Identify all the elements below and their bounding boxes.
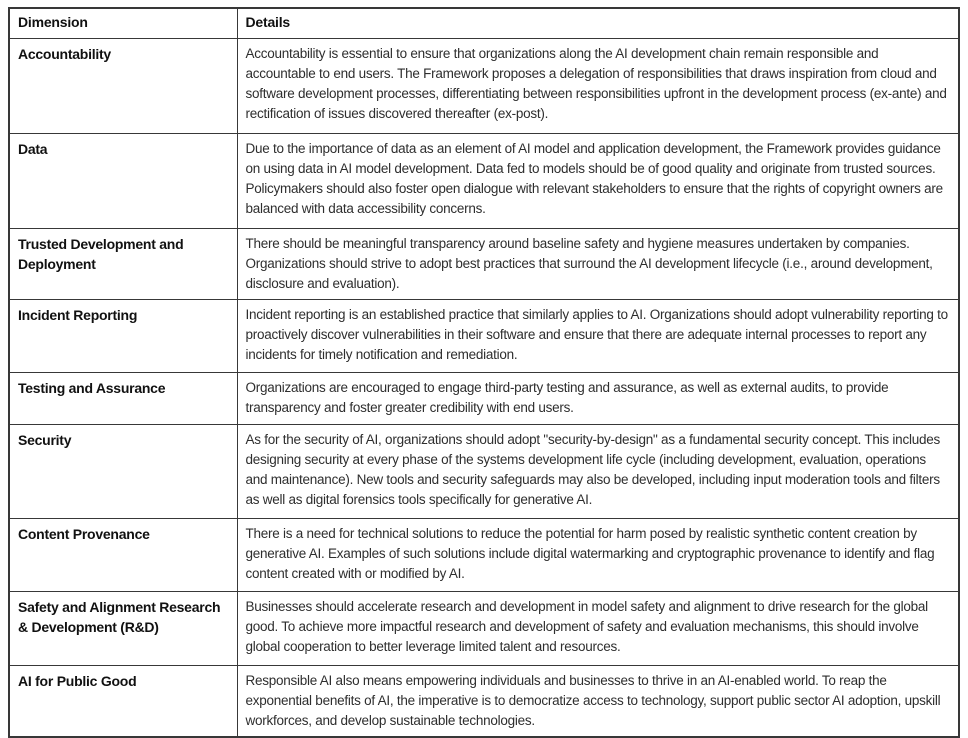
details-text: There is a need for technical solutions to reduce the potential for harm posed by realistic synthetic content creation by generative AI. Examples of such solutions include digital watermarking and cryptographic provenance to identify and flag content created with or modified by AI. xyxy=(245,525,935,581)
table-row xyxy=(9,591,959,665)
table-row xyxy=(9,518,959,591)
dimension-label: Data xyxy=(18,140,48,157)
details-text: As for the security of AI, organizations should adopt "security-by-design" as a fundamental security concept. This includes designing security at every phase of the systems development life cycle (including development, evaluation, operations and maintenance). New tools and security safeguards may also be developed, including input moderation tools and filters as well as digital forensics tools specifically for generative AI. xyxy=(245,431,940,507)
dimension-cell xyxy=(9,228,237,299)
dimension-cell xyxy=(9,518,237,591)
dimension-label: AI for Public Good xyxy=(18,672,137,689)
dimension-cell xyxy=(9,299,237,372)
dimension-label: Incident Reporting xyxy=(18,306,138,323)
details-text: Businesses should accelerate research and development in model safety and alignment to drive research for the global good. To achieve more impactful research and development of safety and evaluation mechanisms, this should involve global cooperation to better leverage limited talent and resources. xyxy=(245,598,928,654)
details-cell xyxy=(237,228,959,299)
dimensions-table xyxy=(8,7,960,738)
dimension-label: Content Provenance xyxy=(18,525,150,542)
dimension-label: Safety and Alignment Research & Development (R&D) xyxy=(18,598,221,635)
details-cell xyxy=(237,133,959,228)
table-row xyxy=(9,133,959,228)
header-row xyxy=(9,8,959,38)
details-text: There should be meaningful transparency around baseline safety and hygiene measures undertaken by companies. Organizations should strive to adopt best practices that surround the AI development lifecycle (i.e., around development, disclosure and evaluation). xyxy=(245,235,933,291)
details-cell xyxy=(237,38,959,133)
dimension-cell xyxy=(9,372,237,424)
dimension-label: Accountability xyxy=(18,45,111,62)
table-row xyxy=(9,665,959,737)
details-text: Responsible AI also means empowering individuals and businesses to thrive in an AI-enabled world. To reap the exponential benefits of AI, the imperative is to democratize access to technology, support public sector AI adoption, upskill workforces, and develop sustainable technologies. xyxy=(245,672,941,728)
table-row xyxy=(9,228,959,299)
dimension-cell xyxy=(9,591,237,665)
details-text: Organizations are encouraged to engage third-party testing and assurance, as well as external audits, to provide transparency and foster greater credibility with end users. xyxy=(245,379,889,415)
details-cell xyxy=(237,424,959,518)
dimension-cell xyxy=(9,424,237,518)
column-header-dimension: Dimension xyxy=(9,8,237,38)
table-row xyxy=(9,372,959,424)
details-cell xyxy=(237,372,959,424)
details-cell xyxy=(237,518,959,591)
dimension-cell xyxy=(9,38,237,133)
dimension-cell xyxy=(9,665,237,737)
details-cell xyxy=(237,591,959,665)
table-row xyxy=(9,38,959,133)
dimension-label: Trusted Development and Deployment xyxy=(18,235,184,272)
dimension-label: Testing and Assurance xyxy=(18,379,166,396)
details-text: Due to the importance of data as an element of AI model and application development, the Framework provides guidance on using data in AI model development. Data fed to models should be of good quality and originate from trusted sources. Policymakers should also foster open dialogue with relevant stakeholders to ensure that the rights of copyright owners are balanced with data accessibility concerns. xyxy=(245,140,943,216)
table-body xyxy=(9,38,959,737)
dimension-label: Security xyxy=(18,431,72,448)
details-text: Incident reporting is an established practice that similarly applies to AI. Organizations should adopt vulnerability reporting to proactively discover vulnerabilities in their software and ensure that there are adequate internal processes to report any incidents for timely notification and remediation. xyxy=(245,306,948,362)
column-header-details: Details xyxy=(237,8,959,38)
table-header xyxy=(9,8,959,38)
details-cell xyxy=(237,665,959,737)
details-cell xyxy=(237,299,959,372)
table-row xyxy=(9,424,959,518)
details-text: Accountability is essential to ensure that organizations along the AI development chain remain responsible and accountable to end users. The Framework proposes a delegation of responsibilities that draws inspiration from cloud and software development processes, differentiating between responsibilities upfront in the development process (ex-ante) and rectification of issues discovered thereafter (ex-post). xyxy=(245,45,947,121)
dimension-cell xyxy=(9,133,237,228)
table-row xyxy=(9,299,959,372)
